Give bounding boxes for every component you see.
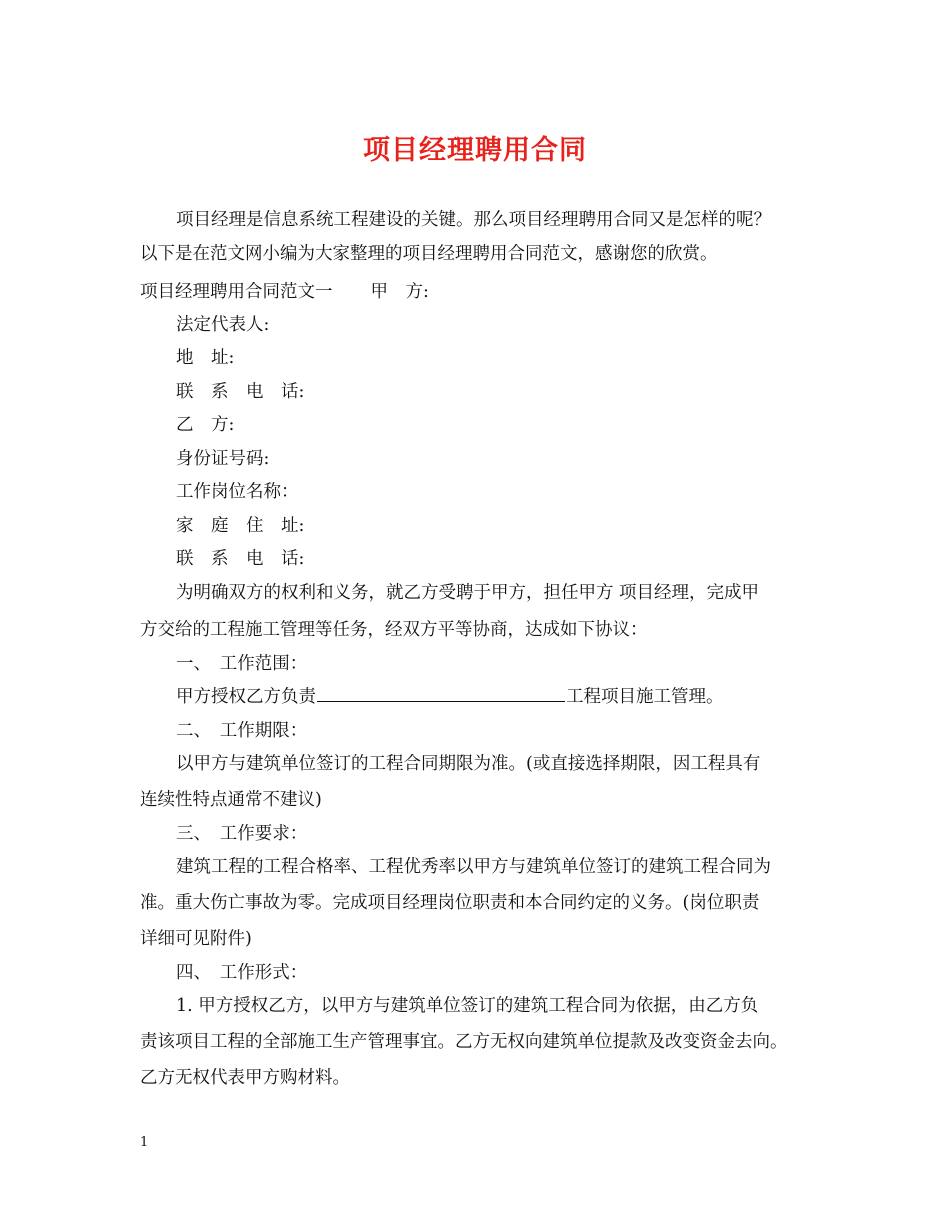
section-3-heading: 三、 工作要求： [176,824,308,844]
section-4-line: 1. 甲方授权乙方，以甲方与建筑单位签订的建筑工程合同为依据，由乙方负 [176,996,759,1016]
phone-a-label: 联 系 电 话: [176,382,305,402]
section-3-line: 建筑工程的工程合格率、工程优秀率以甲方与建筑单位签订的建筑工程合同为 [176,857,771,877]
intro-paragraph-line: 以下是在范文网小编为大家整理的项目经理聘用合同范文，感谢您的欣赏。 [140,244,718,264]
sample-heading: 项目经理聘用合同范文一 [140,282,333,302]
page-number: 1 [140,1135,149,1150]
section-1-text [176,685,724,709]
party-a-label: 甲 方: [370,282,429,302]
section-3-line: 准。重大伤亡事故为零。完成项目经理岗位职责和本合同约定的义务。(岗位职责 [140,893,760,913]
section-4-line: 乙方无权代表甲方购材料。 [140,1068,350,1088]
section-2-line: 连续性特点通常不建议) [140,790,322,810]
section-1-text-after: 工程项目施工管理。 [566,687,724,707]
document-title: 项目经理聘用合同 [363,135,587,166]
address-label: 地 址: [176,348,235,368]
fill-in-blank [317,685,565,702]
phone-b-label: 联 系 电 话: [176,549,305,569]
section-2-line: 以甲方与建筑单位签订的工程合同期限为准。(或直接选择期限，因工程具有 [176,754,761,774]
sample-heading-line [140,280,429,304]
section-3-line: 详细可见附件) [140,929,252,949]
section-4-line: 责该项目工程的全部施工生产管理事宜。乙方无权向建筑单位提款及改变资金去向。 [140,1032,788,1052]
party-b-label: 乙 方: [176,415,235,435]
id-number-label: 身份证号码: [176,449,270,469]
section-2-heading: 二、 工作期限： [176,721,308,741]
purpose-paragraph-line: 为明确双方的权利和义务，就乙方受聘于甲方，担任甲方 项目经理，完成甲 [176,583,760,603]
section-1-heading: 一、 工作范围： [176,654,308,674]
intro-paragraph-line: 项目经理是信息系统工程建设的关键。那么项目经理聘用合同又是怎样的呢？ [176,210,771,230]
purpose-paragraph-line: 方交给的工程施工管理等任务，经双方平等协商，达成如下协议： [140,620,648,640]
home-address-label: 家 庭 住 址: [176,516,305,536]
section-1-text-before: 甲方授权乙方负责 [176,687,316,707]
section-4-heading: 四、 工作形式： [176,963,308,983]
legal-rep-label: 法定代表人: [176,315,270,335]
job-title-label: 工作岗位名称： [176,482,299,502]
